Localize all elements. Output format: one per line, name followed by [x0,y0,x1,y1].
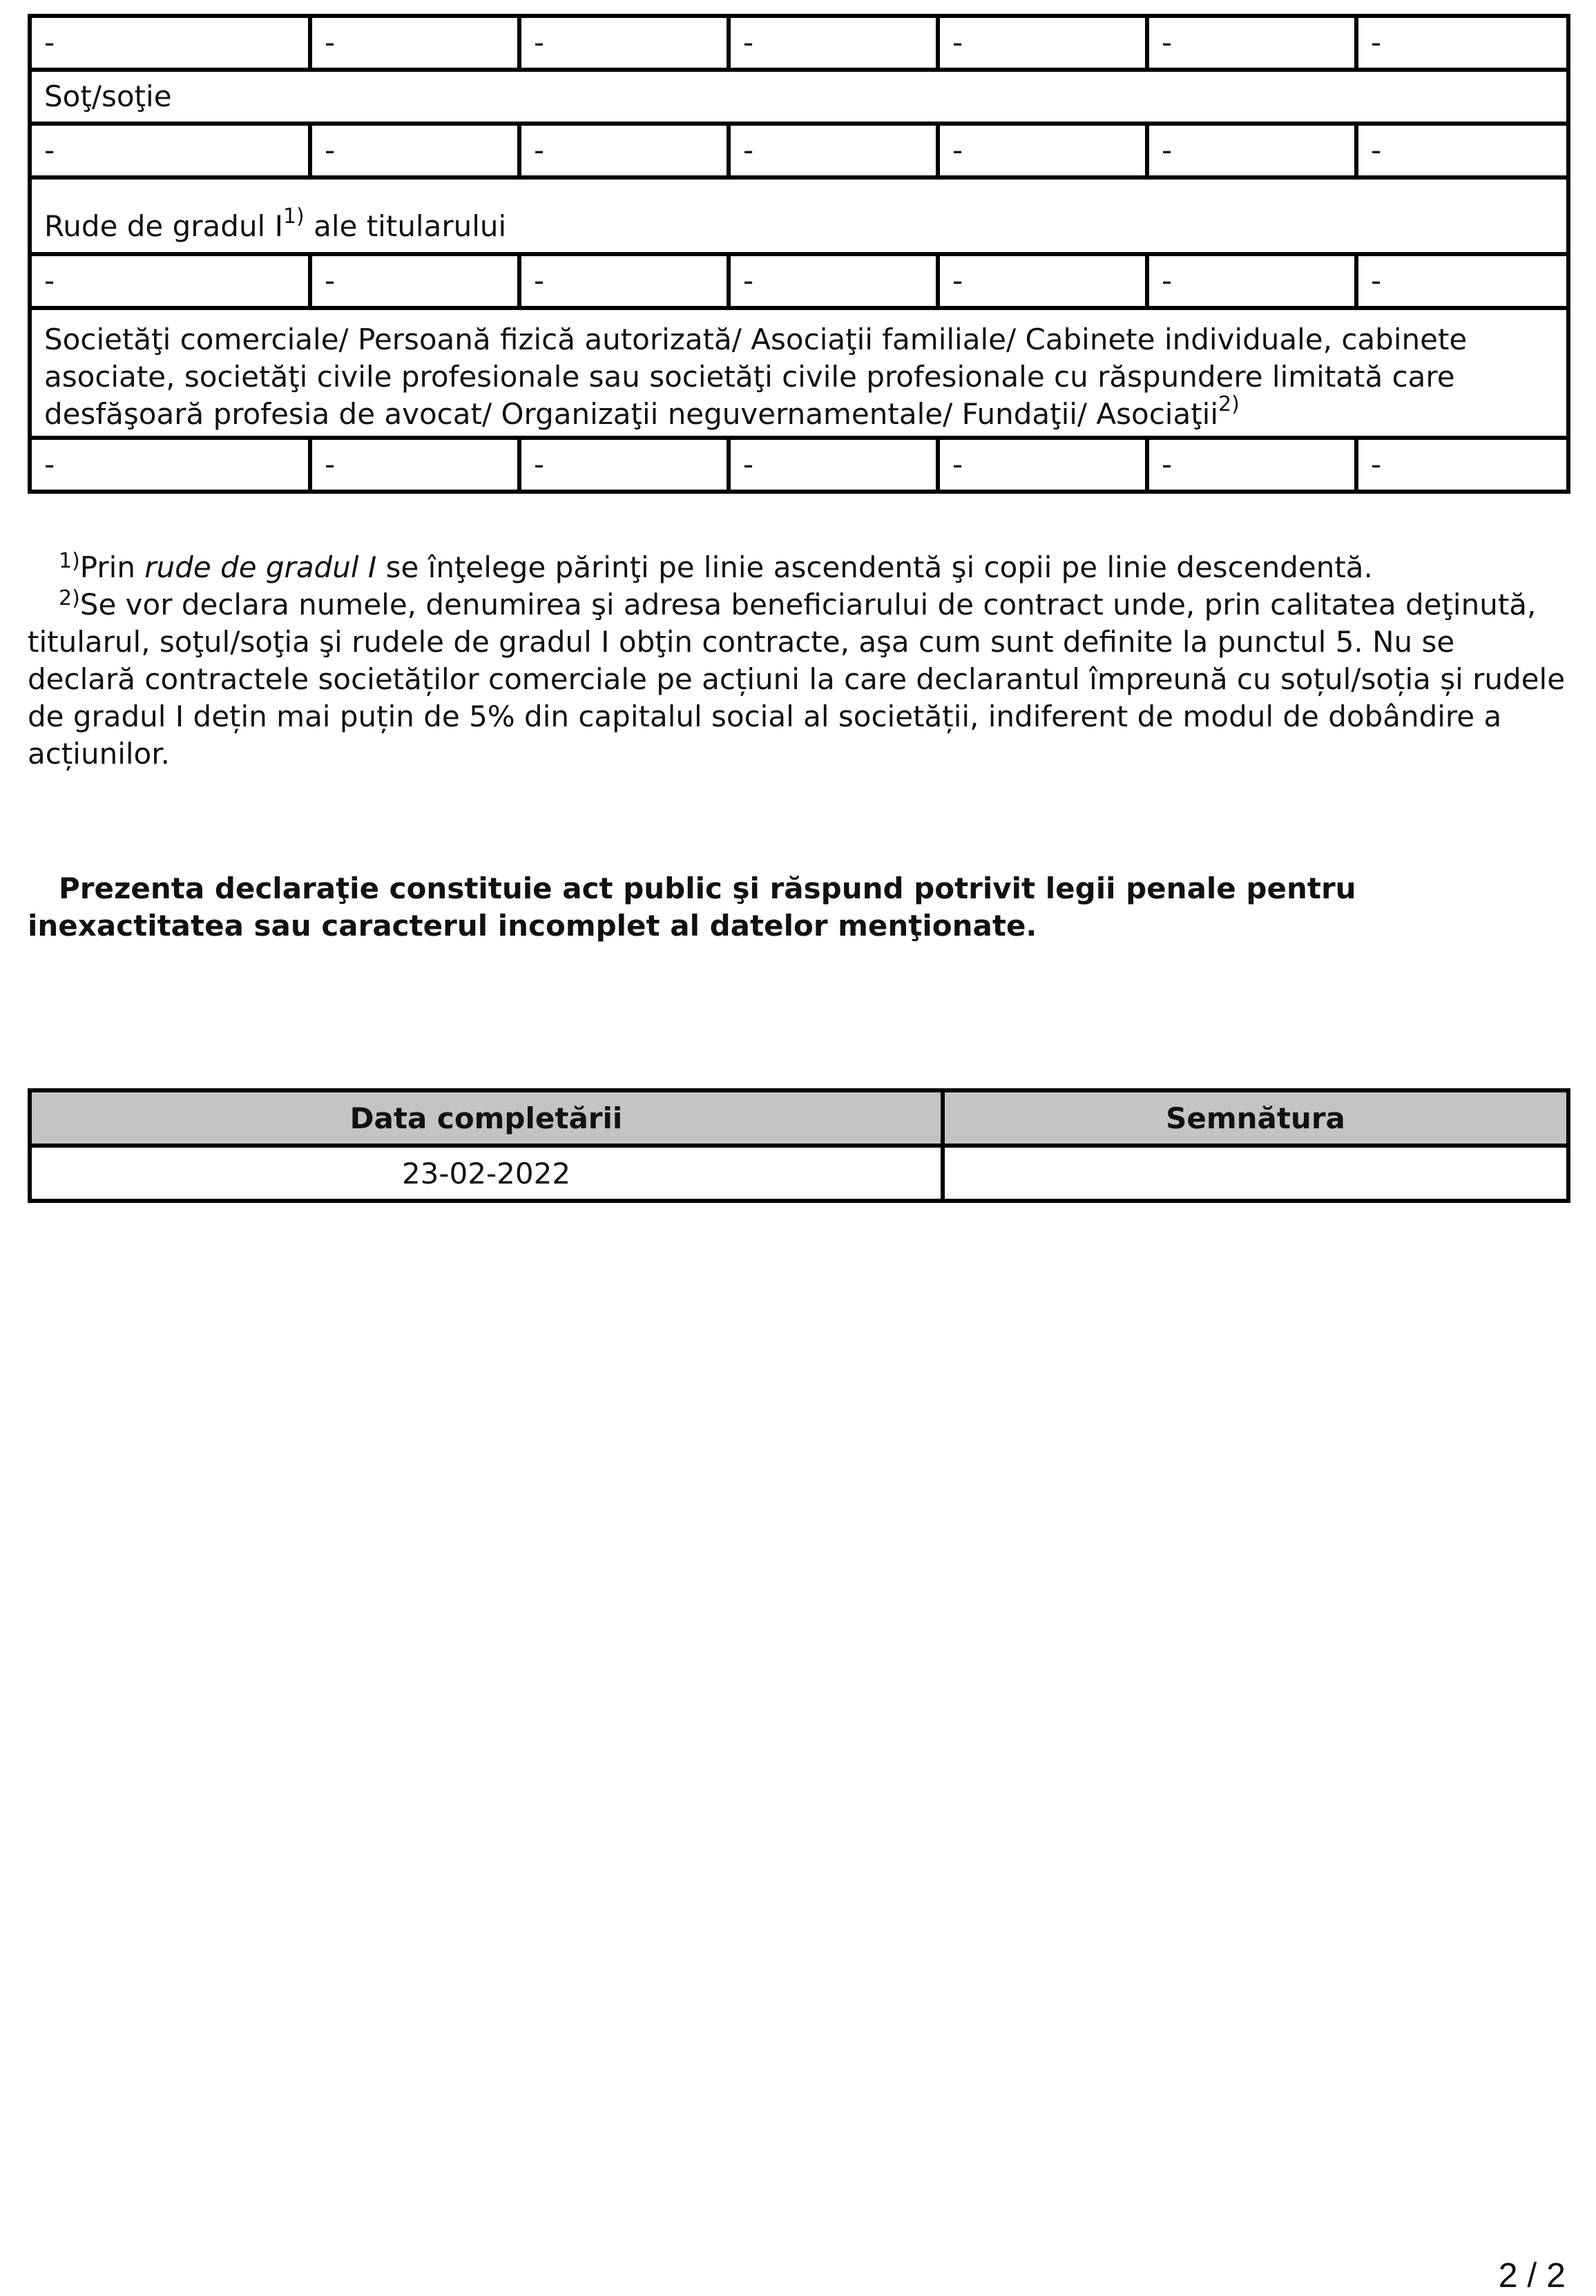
table-cell: - [938,16,1147,70]
table-cell: - [938,254,1147,308]
signature-field [943,1146,1568,1201]
footnote-mark-2: 2) [59,586,80,610]
section-label-relatives [30,177,1568,254]
table-cell: - [30,438,310,492]
table-cell: - [1147,16,1356,70]
table-row [30,438,1568,492]
table-cell: - [1147,438,1356,492]
table-cell: - [1356,124,1568,177]
table-cell: - [30,124,310,177]
footnote-ref-2: 2) [1218,392,1240,416]
section-label-spouse: Soţ/soţie [30,70,1568,124]
table-cell: - [938,438,1147,492]
footnote-ref-1: 1) [282,204,305,229]
footnote-2 [28,586,1566,773]
table-row [30,254,1568,308]
table-cell: - [1356,438,1568,492]
table-cell: - [729,254,938,308]
footnotes [28,549,1566,773]
signature-table [28,1088,1570,1203]
companies-label-text: Societăţi comerciale/ Persoană fizică autorizată/ Asociaţii familiale/ Cabinete individuale, cabinete asociate, societăţi civile profesionale sau societăţi civile profesionale cu răspundere limitată care desfăşoară profesia de avocat/ Organizaţii neguvernamentale/ Fundaţii/ Asociaţii [44,322,1468,431]
table-cell: - [1147,254,1356,308]
table-cell: - [938,124,1147,177]
page-number: 2 / 2 [1498,2256,1566,2295]
section-row-spouse [30,70,1568,124]
table-cell: - [1147,124,1356,177]
section-row-companies [30,308,1568,438]
table-cell: - [1356,254,1568,308]
table-cell: - [519,16,729,70]
declaration-statement: Prezenta declaraţie constituie act public şi răspund potrivit legii penale pentru inexactitatea sau caracterul incomplet al datelor menţionate. [28,871,1356,943]
date-header: Data completării [30,1090,943,1146]
contracts-table [28,14,1570,494]
table-cell: - [729,16,938,70]
table-cell: - [30,16,310,70]
table-cell: - [729,124,938,177]
table-row [30,16,1568,70]
relatives-label-suffix: ale titularului [304,209,507,243]
footnote-2-text: Se vor declara numele, denumirea şi adresa beneficiarului de contract unde, prin calitatea deţinută, titularul, soţul/soţia şi rudele de gradul I obţin contracte, aşa cum sunt definite la punctul 5. Nu se declară contractele societăților comerciale pe acțiuni la care declarantul împreună cu soțul/soția și rudele de gradul I dețin mai puțin de 5% din capitalul social al societății, indiferent de modul de dobândire a acțiunilor. [28,588,1566,771]
table-cell: - [310,438,519,492]
section-label-companies [30,308,1568,438]
signature-table-row [30,1146,1568,1201]
table-cell: - [30,254,310,308]
table-cell: - [310,16,519,70]
signature-table-header [30,1090,1568,1146]
table-cell: - [519,124,729,177]
table-cell: - [519,438,729,492]
footnote-mark-1: 1) [59,549,80,573]
relatives-label-text: Rude de gradul I [44,209,283,243]
table-row [30,124,1568,177]
table-cell: - [1356,16,1568,70]
table-cell: - [310,124,519,177]
date-value: 23-02-2022 [30,1146,943,1201]
table-cell: - [310,254,519,308]
footnote-1 [28,549,1566,586]
table-cell: - [519,254,729,308]
footnote-1-pre: Prin [79,550,145,584]
table-cell: - [729,438,938,492]
footnote-1-italic: rude de gradul I [144,550,377,584]
footnote-1-post: se înţelege părinţi pe linie ascendentă şi copii pe linie descendentă. [376,550,1373,584]
signature-header: Semnătura [943,1090,1568,1146]
section-row-relatives [30,177,1568,254]
